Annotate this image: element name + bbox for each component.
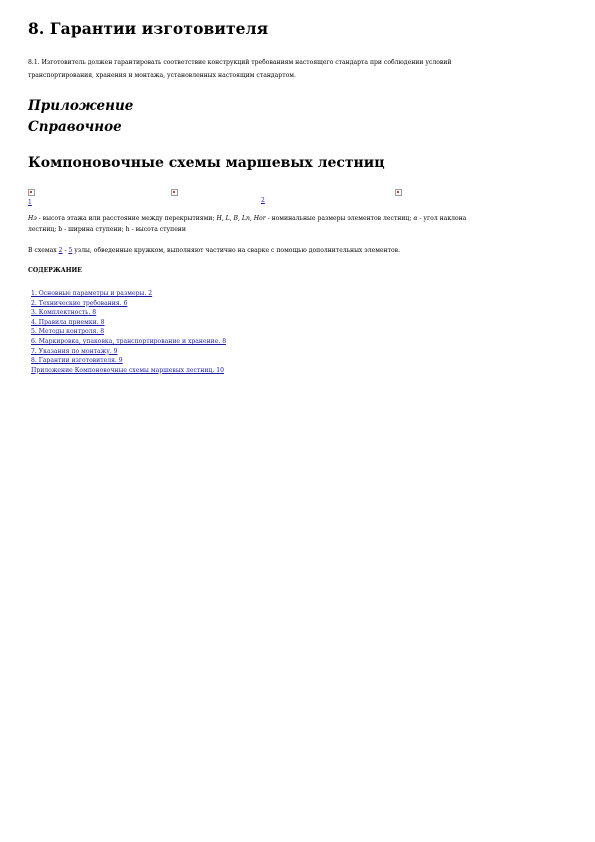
toc-item	[31, 347, 553, 357]
scheme-link-5[interactable]: 5	[68, 247, 73, 254]
legend-text-3: - угол наклона	[417, 215, 467, 222]
figure-2[interactable]	[171, 189, 178, 199]
toc-title: СОДЕРЖАНИЕ	[28, 267, 82, 274]
toc-item	[31, 299, 553, 309]
broken-image-icon	[171, 189, 178, 196]
scheme-link-2[interactable]: 2	[58, 247, 63, 254]
broken-image-icon	[28, 189, 35, 196]
legend-symbol-alpha: α	[413, 215, 418, 222]
legend-line-2: лестниц; b - ширина ступени; h - высота ступени	[28, 226, 186, 233]
clause-line-1: 8.1. Изготовитель должен гарантировать соответствие конструкций требованиям настоящего стандарта при соблюдении условий	[28, 59, 452, 66]
toc-link-appendix[interactable]: Приложение Компоновочные схемы маршевых лестниц. 10	[31, 366, 224, 374]
appendix-status: Справочное	[28, 119, 122, 135]
legend-symbol-h: Нэ	[28, 215, 37, 222]
toc-item	[31, 289, 553, 299]
clause-line-2: транспортирования, хранения и монтажа, установленных настоящим стандартом.	[28, 72, 296, 79]
toc-item	[31, 327, 553, 337]
note-prefix: В схемах	[28, 247, 59, 254]
schemes-note	[28, 245, 553, 256]
table-of-contents	[28, 289, 553, 375]
toc-item	[31, 337, 553, 347]
document-page	[28, 18, 553, 375]
appendix-title: Компоновочные схемы маршевых лестниц	[28, 155, 385, 171]
toc-link-4[interactable]: 4. Правила приемки. 8	[31, 318, 105, 326]
figure-1[interactable]	[28, 189, 35, 206]
toc-link-3[interactable]: 3. Комплектность. 8	[31, 309, 97, 317]
toc-item	[31, 356, 553, 366]
toc-link-2[interactable]: 2. Технические требования. 6	[31, 299, 128, 307]
figure-row	[28, 189, 553, 205]
broken-image-icon	[395, 189, 402, 196]
toc-item	[31, 308, 553, 318]
figure-3-marker[interactable]	[261, 197, 265, 204]
note-dash: -	[62, 247, 69, 254]
toc-link-5[interactable]: 5. Методы контроля. 8	[31, 328, 105, 336]
toc-link-6[interactable]: 6. Маркировка, упаковка, транспортирование и хранение. 8	[31, 337, 227, 345]
toc-link-7[interactable]: 7. Указания по монтажу. 9	[31, 347, 118, 355]
figure-1-number[interactable]: 1	[28, 199, 32, 206]
toc-item	[31, 318, 553, 328]
section-heading: 8. Гарантии изготовителя	[28, 19, 269, 38]
legend	[28, 213, 553, 235]
legend-text-2: - номинальные размеры элементов лестниц;	[265, 215, 414, 222]
note-suffix: узлы, обведенные кружком, выполняют частично на сварке с помощью дополнительных элементов.	[72, 247, 401, 254]
toc-link-1[interactable]: 1. Основные параметры и размеры. 2	[31, 290, 153, 297]
appendix-label: Приложение	[28, 98, 134, 114]
figure-3-link[interactable]: 2	[261, 197, 265, 204]
legend-symbols-dims: Н, L, B, Ln, Hor	[216, 215, 266, 222]
toc-link-8[interactable]: 8. Гарантии изготовителя. 9	[31, 357, 123, 365]
legend-text-1: - высота этажа или расстояние между перекрытиями;	[36, 215, 217, 222]
figure-3[interactable]	[395, 189, 402, 199]
toc-item	[31, 366, 553, 376]
clause-8-1	[28, 56, 553, 82]
